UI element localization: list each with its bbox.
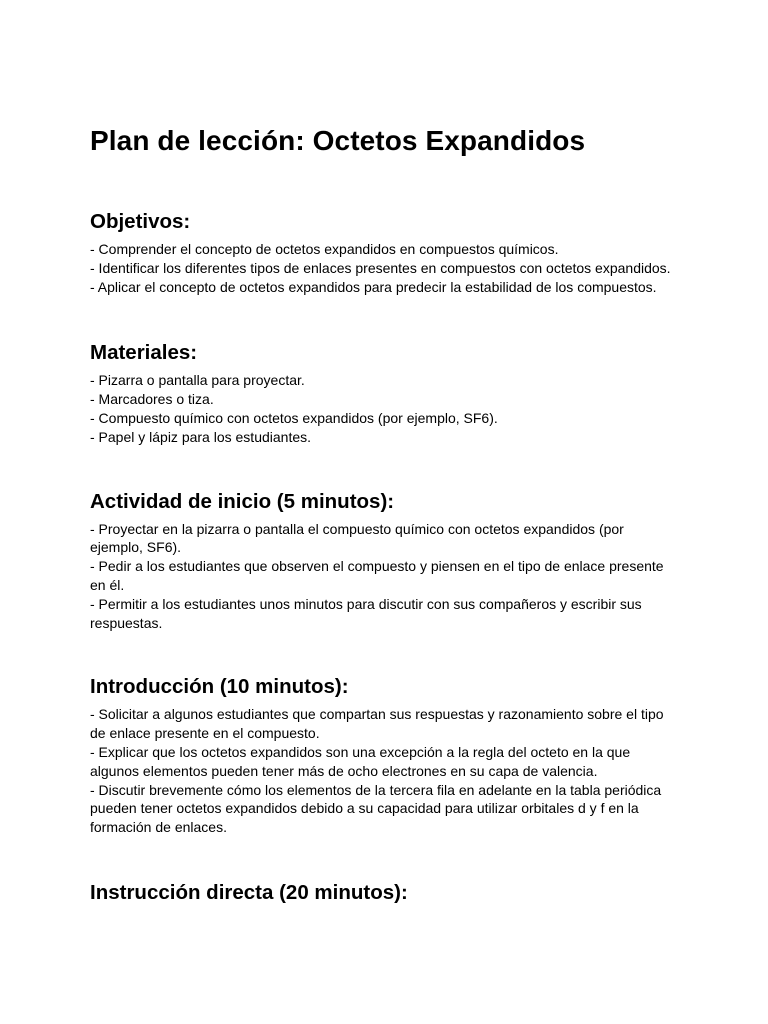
section-objetivos (90, 208, 678, 296)
list-item: - Papel y lápiz para los estudiantes. (90, 428, 312, 445)
section-body (90, 705, 678, 837)
section-heading: Actividad de inicio (5 minutos): (90, 489, 395, 513)
section-heading: Materiales: (90, 341, 198, 365)
section-heading: Introducción (10 minutos): (90, 675, 349, 699)
section-instruccion-directa (90, 879, 678, 907)
section-heading: Objetivos: (90, 210, 191, 233)
list-item: - Comprender el concepto de octetos expandidos en compuestos químicos. (90, 241, 559, 257)
list-item: - Proyectar en la pizarra o pantalla el compuesto químico con octetos expandidos (por ejemplo, SF6). (90, 520, 624, 556)
list-item: - Compuesto químico con octetos expandidos (por ejemplo, SF6). (90, 409, 498, 426)
list-item: - Discutir brevemente cómo los elementos de la tercera fila en adelante en la tabla periódica pueden tener octetos expandidos debido a su capacidad para utilizar orbitales d y f en la formación de enlaces. (90, 781, 662, 836)
section-body (90, 520, 678, 633)
list-item: - Identificar los diferentes tipos de enlaces presentes en compuestos con octetos expandidos. (90, 259, 671, 276)
list-item: - Pizarra o pantalla para proyectar. (90, 372, 305, 389)
section-materiales (90, 339, 678, 446)
section-body (90, 240, 678, 296)
page-title: Plan de lección: Octetos Expandidos (90, 125, 586, 156)
section-actividad-inicio (90, 488, 678, 633)
section-introduccion (90, 673, 678, 837)
list-item: - Permitir a los estudiantes unos minutos para discutir con sus compañeros y escribir sus respuestas. (90, 595, 642, 631)
list-item: - Aplicar el concepto de octetos expandidos para predecir la estabilidad de los compuestos. (90, 278, 657, 295)
section-body (90, 371, 678, 446)
list-item: - Marcadores o tiza. (90, 391, 214, 408)
list-item: - Pedir a los estudiantes que observen el compuesto y piensen en el tipo de enlace presente en él. (90, 558, 664, 593)
list-item: - Solicitar a algunos estudiantes que compartan sus respuestas y razonamiento sobre el tipo de enlace presente en el compuesto. (90, 706, 664, 742)
section-heading: Instrucción directa (20 minutos): (90, 880, 408, 904)
list-item: - Explicar que los octetos expandidos son una excepción a la regla del octeto en la que algunos elementos pueden tener más de ocho electrones en su capa de valencia. (90, 743, 631, 779)
